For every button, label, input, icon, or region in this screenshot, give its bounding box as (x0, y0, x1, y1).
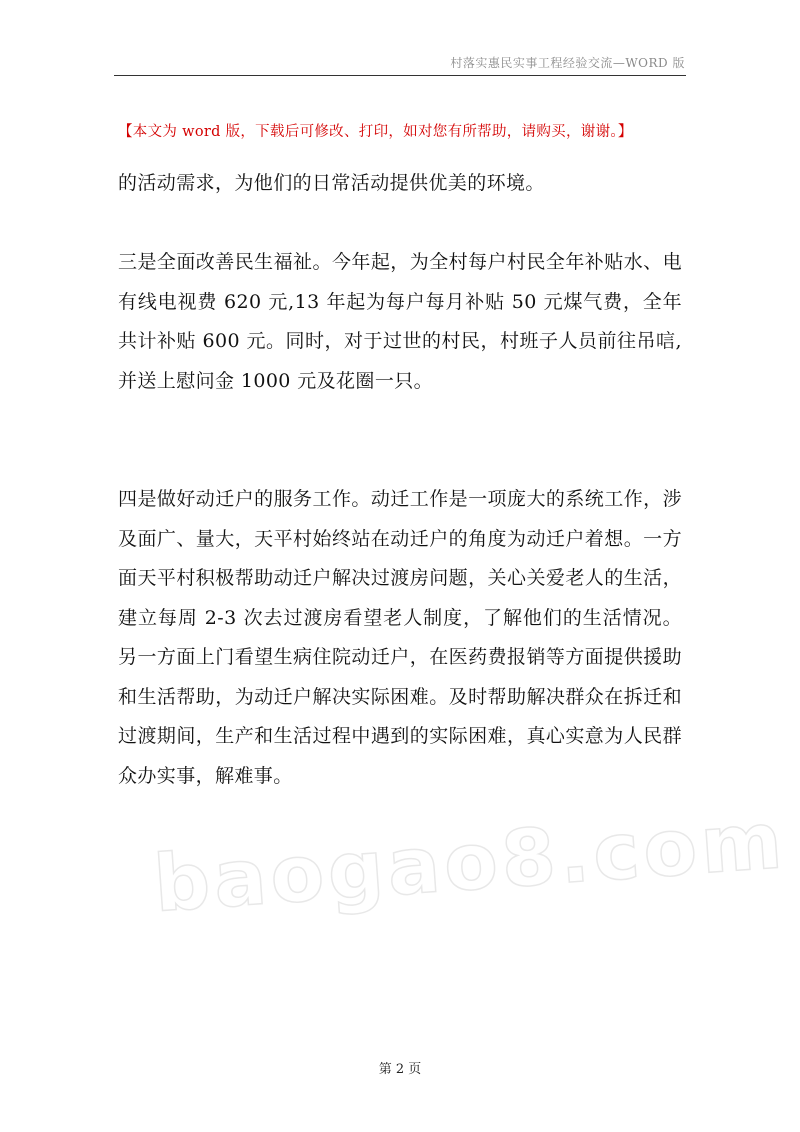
purchase-notice: 【本文为 word 版，下载后可修改、打印，如对您有所帮助，请购买，谢谢。】 (118, 124, 633, 140)
body-paragraph-1: 的活动需求，为他们的日常活动提供优美的环境。 (118, 172, 545, 194)
header-divider (114, 75, 686, 76)
page-header-title: 村落实惠民实事工程经验交流—WORD 版 (450, 56, 685, 70)
body-paragraph-2: 三是全面改善民生福祉。今年起，为全村每户村民全年补贴水、电有线电视费 620 元,13 年起为每户每月补贴 50 元煤气费，全年共计补贴 600 元。同时，对于过世的村民，村班子人员前往吊唁,并送上慰问金 1000 元及花圈一只。 (118, 251, 682, 392)
body-paragraph-3: 四是做好动迁户的服务工作。动迁工作是一项庞大的系统工作，涉及面广、量大，天平村始终站在动迁户的角度为动迁户着想。一方面天平村积极帮助动迁户解决过渡房问题，关心关爱老人的生活，建立每周 2-3 次去过渡房看望老人制度，了解他们的生活情况。另一方面上门看望生病住院动迁户，在医药费报销等方面提供援助和生活帮助，为动迁户解决实际困难。及时帮助解决群众在拆迁和过渡期间，生产和生活过程中遇到的实际困难，真心实意为人民群众办实事，解难事。 (118, 488, 682, 787)
watermark-logo: baogao8.com (151, 796, 789, 930)
page-number: 第 2 页 (378, 1062, 422, 1077)
